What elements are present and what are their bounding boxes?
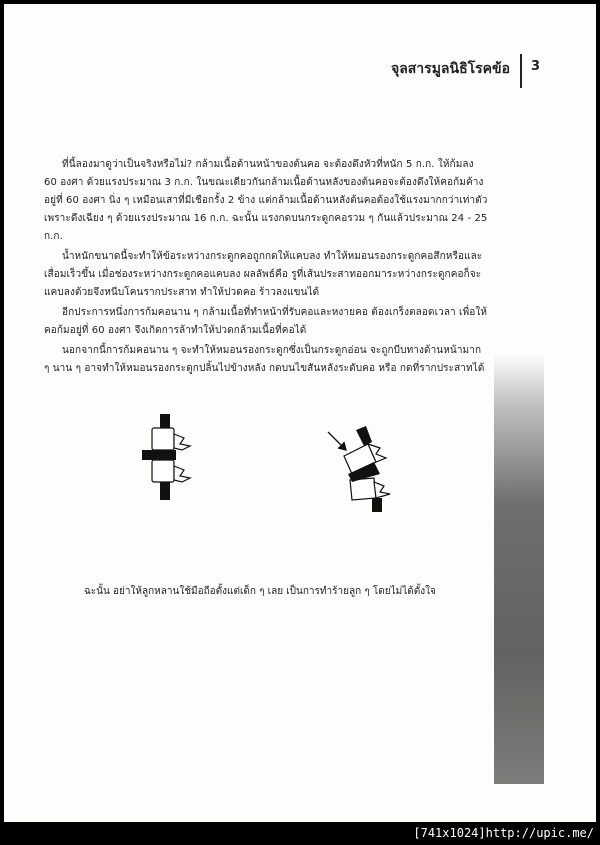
paragraph: ที่นี้ลองมาดูว่าเป็นจริงหรือไม่? กล้ามเนื้อด้านหน้าของต้นคอ จะต้องดึงหัวที่หนัก 5 ก.ก. ให้ก้มลง 60 องศา ด้วยแรงประมาณ 3 ก.ก. ในขณะเดียวกันกล้ามเนื้อด้านหลังของต้นคอจะต้องดึงให้คอก้มค้างอยู่ที่ 60 องศา นิ่ง ๆ เหมือนเสาที่มีเชือกรั้ง 2 ข้าง แต่กล้ามเนื้อด้านหลังต้นคอต้องใช้แรงมากกว่าเท่าตัว เพราะดึงเฉียง ๆ ด้วยแรงประมาณ 16 ก.ก. ฉะนั้น แรงกดบนกระดูกคอรวม ๆ กันแล้วประมาณ 24 - 25 ก.ก. <box>44 159 488 242</box>
disc-bottom <box>160 482 170 500</box>
footer-bar <box>0 822 600 845</box>
disc-middle <box>142 450 176 460</box>
spinous-process-lower <box>374 482 390 498</box>
paragraph: อีกประการหนึ่งการก้มคอนาน ๆ กล้ามเนื้อที่ทำหน้าที่รับคอและหงายคอ ต้องเกร็งตลอดเวลา เพื่อให้คอก้มอยู่ที่ 60 องศา จึงเกิดการล้าทำให้ปวดกล้ามเนื้อที่คอได้ <box>44 307 488 336</box>
spinous-process-lower <box>174 466 190 482</box>
header-divider <box>520 54 522 88</box>
caption-text: ฉะนั้น อย่าให้ลูกหลานใช้มือถือตั้งแต่เด็ก ๆ เลย เป็นการทำร้ายลูก ๆ โดยไม่ได้ตั้งใจ <box>84 586 436 597</box>
page-number: 3 <box>530 59 540 74</box>
document-page <box>4 4 596 822</box>
scan-shadow <box>494 354 544 784</box>
spine-bent-illustration <box>324 404 404 514</box>
page-header <box>384 54 544 84</box>
paragraph: น้ำหนักขนาดนี้จะทำให้ข้อระหว่างกระดูกคอถูกกดให้แคบลง ทำให้หมอนรองกระดูกคอสึกหรือและเสื่อมเร็วขึ้น เมื่อช่องระหว่างกระดูกคอแคบลง ผลลัพธ์คือ รูที่เส้นประสาทออกมาระหว่างกระดูกคอก็จะแคบลงด้วยจึงหนีบโคนรากประสาท ทำให้ปวดคอ ร้าวลงแขนได้ <box>44 251 483 298</box>
arrow-icon <box>328 432 346 450</box>
journal-title: จุลสารมูลนิธิโรคข้อ <box>390 61 510 77</box>
spinous-process-upper <box>174 434 190 450</box>
paragraph: นอกจากนี้การก้มคอนาน ๆ จะทำให้หมอนรองกระดูกซึ่งเป็นกระดูกอ่อน จะถูกบีบทางด้านหน้ามาก ๆ นาน ๆ อาจทำให้หมอนรองกระดูกปลิ้นไปข้างหลัง กดบนไขสันหลังระดับคอ หรือ กดที่รากประสาทได้ <box>44 345 485 374</box>
article-body <box>44 154 489 378</box>
spine-normal-illustration <box>134 404 204 504</box>
vertebra-upper <box>152 428 174 450</box>
disc-top <box>356 426 372 446</box>
watermark-link[interactable]: [741x1024]http://upic.me/ <box>413 826 594 840</box>
disc-top <box>160 414 170 428</box>
vertebra-lower <box>152 460 174 482</box>
disc-bottom <box>372 498 382 512</box>
